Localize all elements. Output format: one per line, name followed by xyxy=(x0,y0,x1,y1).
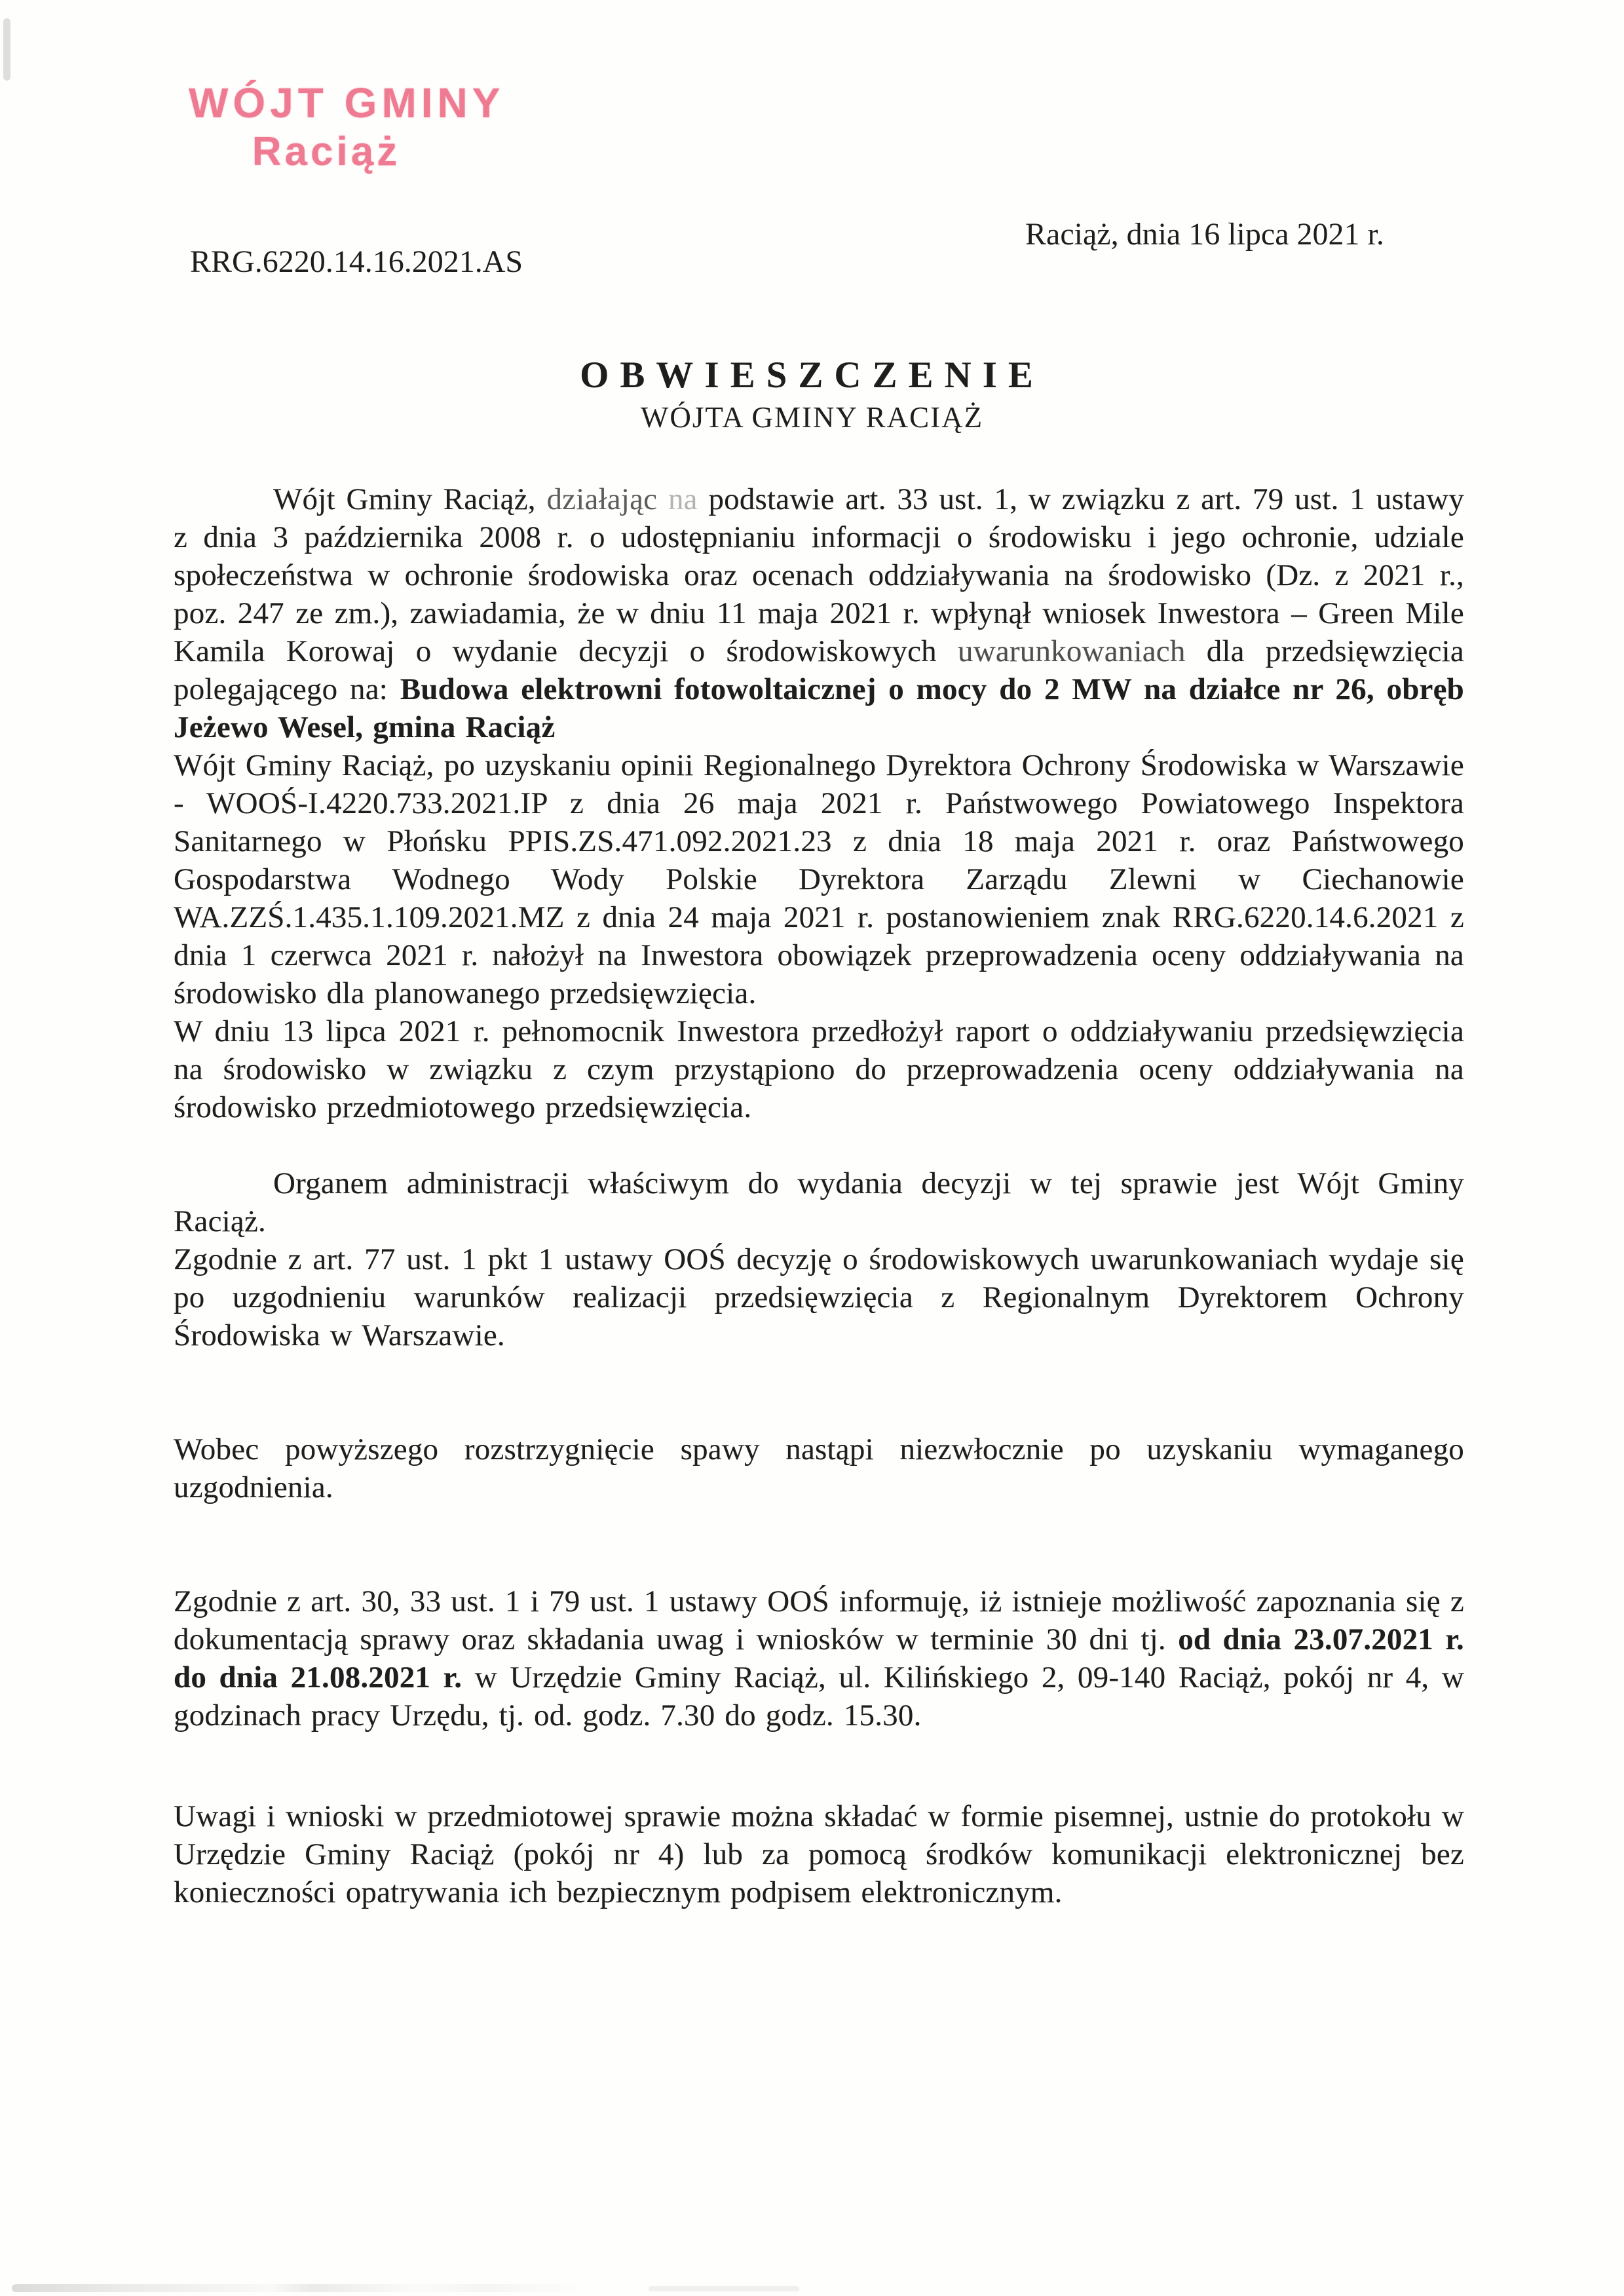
stamp-line-1: WÓJT GMINY xyxy=(189,79,505,126)
p1-faded-word-2: na xyxy=(668,482,698,516)
p1-lead: Wójt Gminy Raciąż, xyxy=(273,482,547,516)
p7-before: Zgodnie z art. 30, 33 ust. 1 i 79 ust. 1 ustawy OOŚ informuję, iż istnieje możliwość zapoznania się z dokumentacją sprawy oraz składania uwag i wniosków w terminie 30 dni tj. xyxy=(174,1584,1464,1656)
document-title: OBWIESZCZENIE xyxy=(580,354,1044,396)
paragraph-art-77: Zgodnie z art. 77 ust. 1 pkt 1 ustawy OOŚ decyzję o środowiskowych uwarunkowaniach wydaje się po uzgodnieniu warunków realizacji przedsięwzięcia z Regionalnym Dyrektorem Ochrony Środowiska w Warszawie. xyxy=(174,1242,1464,1352)
document-subtitle: WÓJTA GMINY RACIĄŻ xyxy=(640,401,984,434)
p1-space xyxy=(657,482,668,516)
p7-after: w Urzędzie Gminy Raciąż, ul. Kilińskiego 2, 09-140 Raciąż, pokój nr 4, w godzinach pracy Urzędu, tj. od. godz. 7.30 do godz. 15.30. xyxy=(174,1660,1464,1732)
scanner-bottom-smudge xyxy=(12,2284,588,2292)
stamp-line-2: Raciąż xyxy=(252,129,401,175)
paragraph-opinions: Wójt Gminy Raciąż, po uzyskaniu opinii Regionalnego Dyrektora Ochrony Środowiska w Warszawie - WOOŚ-I.4220.733.2021.IP z dnia 26 maja 2021 r. Państwowego Powiatowego Inspektora Sanitarnego w Płońsku PPIS.ZS.471.092.2021.23 z dnia 18 maja 2021 r. oraz Państwowego Gospodarstwa Wodnego Wody Polskie Dyrektora Zarządu Zlewni w Ciechanowie WA.ZZŚ.1.435.1.109.2021.MZ z dnia 24 maja 2021 r. postanowieniem znak RRG.6220.14.6.2021 z dnia 1 czerwca 2021 r. nałożył na Inwestora obowiązek przeprowadzenia oceny oddziaływania na środowisko dla planowanego przedsięwzięcia. xyxy=(174,748,1464,1010)
scanner-edge-artifact xyxy=(3,18,10,81)
p1-main-text-2: dla przedsięwzięcia polegającego na: xyxy=(174,634,1464,706)
paragraph-competent-authority: Organem administracji właściwym do wydania decyzji w tej sprawie jest Wójt Gminy Raciąż. xyxy=(174,1166,1464,1238)
case-reference-number: RRG.6220.14.16.2021.AS xyxy=(190,244,523,279)
p1-faded-word-1: działając xyxy=(546,482,658,516)
p7-date-range-bold: od dnia 23.07.2021 r. do dnia 21.08.2021 r. xyxy=(174,1622,1465,1694)
document-title-block xyxy=(0,354,1624,434)
paragraph-resolution: Wobec powyższego rozstrzygnięcie spawy nastąpi niezwłocznie po uzyskaniu wymaganego uzgodnienia. xyxy=(174,1432,1464,1504)
paragraph-report-submitted: W dniu 13 lipca 2021 r. pełnomocnik Inwestora przedłożył raport o oddziaływaniu przedsięwzięcia na środowisko w związku z czym przystąpiono do przeprowadzenia oceny oddziaływania na środowisko przedmiotowego przedsięwzięcia. xyxy=(174,1014,1464,1124)
office-stamp xyxy=(189,79,505,175)
paragraph-submitting-remarks: Uwagi i wnioski w przedmiotowej sprawie można składać w formie pisemnej, ustnie do protokołu w Urzędzie Gminy Raciąż (pokój nr 4) lub za pomocą środków komunikacji elektronicznej bez konieczności opatrywania ich bezpiecznym podpisem elektronicznym. xyxy=(174,1799,1464,1909)
paragraph-notice-intro xyxy=(174,480,1464,746)
p1-project-name-bold: Budowa elektrowni fotowoltaicznej o mocy do 2 MW na działce nr 26, obręb Jeżewo Wesel, gmina Raciąż xyxy=(174,672,1464,744)
document-body xyxy=(174,480,1464,1911)
p1-faded-word-3: uwarunkowaniach xyxy=(958,634,1186,668)
p1-main-text: podstawie art. 33 ust. 1, w związku z art. 79 ust. 1 ustawy z dnia 3 października 2008 r. o udostępnianiu informacji o środowisku i jego ochronie, udziale społeczeństwa w ochronie środowiska oraz ocenach oddziaływania na środowisko (Dz. z 2021 r., poz. 247 ze zm.), zawiadamia, że w dniu 11 maja 2021 r. wpłynął wniosek Inwestora – Green Mile Kamila Korowaj o wydanie decyzji o środowiskowych xyxy=(174,482,1465,668)
scanner-bottom-smudge-small xyxy=(649,2286,799,2291)
paragraph-public-inspection xyxy=(174,1582,1464,1734)
place-and-date: Raciąż, dnia 16 lipca 2021 r. xyxy=(1025,217,1384,252)
